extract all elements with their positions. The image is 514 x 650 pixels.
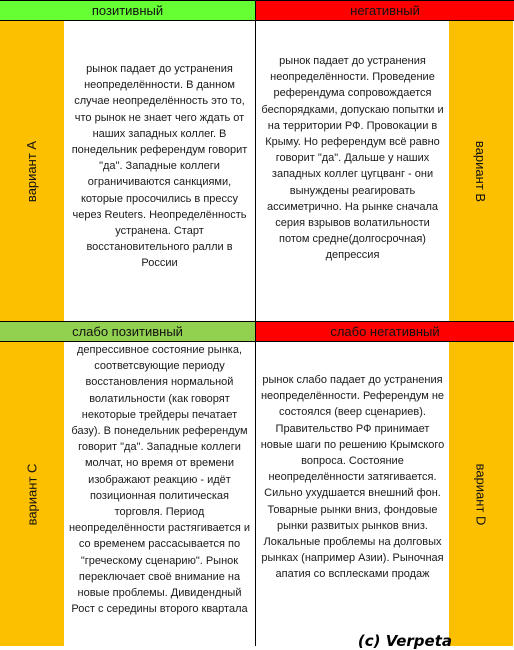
header-positive: позитивный [0,0,256,21]
header-negative: негативный [256,0,514,21]
scenario-d-text: рынок слабо падает до устранения неопределённости. Референдум не состоялся (веер сценариев). Правительство РФ принимает новые шаги по решению Крымского вопроса. Состояние неопределённости затягивается. Сильно ухудшается внешний фон. Товарные рынки вниз, фондовые рынки развитых рынков вниз. Локальные проблемы на долговых рынках (например Азии). Рыночная апатия со всплесками продаж [256,342,449,646]
variant-d-band [449,342,513,646]
variant-a-label: вариант A [24,140,40,202]
center-divider [255,0,256,646]
scenario-b-text: рынок падает до устранения неопределённости. Проведение референдума сопровождается беспорядками, допускаю попытки и на территории РФ. Провокации в Крыму. Но референдум всё равно говорит "да". Дальше у наших западных коллег цугцванг - они вынуждены реагировать ассиметрично. На рынке сначала серия взрывов волатильности потом средне(долгосрочная) депрессия [256,21,449,321]
variant-a-band [0,21,64,321]
scenario-a-text: рынок падает до устранения неопределённости. В данном случае неопределённость это то, что рынок не знает чего ждать от наших западных коллег. В понедельник референдум говорит "да". Западные коллеги ограничиваются санкциями, которые просочились в прессу через Reuters. Неопределённость устранена. Старт восстановительного ралли в России [64,21,255,321]
header-weak-negative: слабо негативный [256,321,514,342]
row-divider [0,321,514,322]
header-weak-positive: слабо позитивный [0,321,256,342]
scenario-c-text: депрессивное состояние рынка, соответсвующие периоду восстановления нормальной волатильности (как говорят некоторые трейдеры печатает базу). В понедельник референдум говорит "да". Западные коллеги молчат, но время от времени изображают реакцию - идёт позиционная политическая торговля. Период неопределённости растягивается и со временем рассасывается по "греческому сценарию". Рынок переключает своё внимание на новые проблемы. Дивидендный Рост с середины второго квартала [64,342,255,646]
variant-b-label: вариант B [473,140,489,202]
variant-c-band [0,342,64,646]
variant-c-label: вариант C [24,463,40,525]
author-credit: (c) Verpeta [357,632,452,650]
variant-d-label: вариант D [473,463,489,525]
variant-b-band [449,21,513,321]
